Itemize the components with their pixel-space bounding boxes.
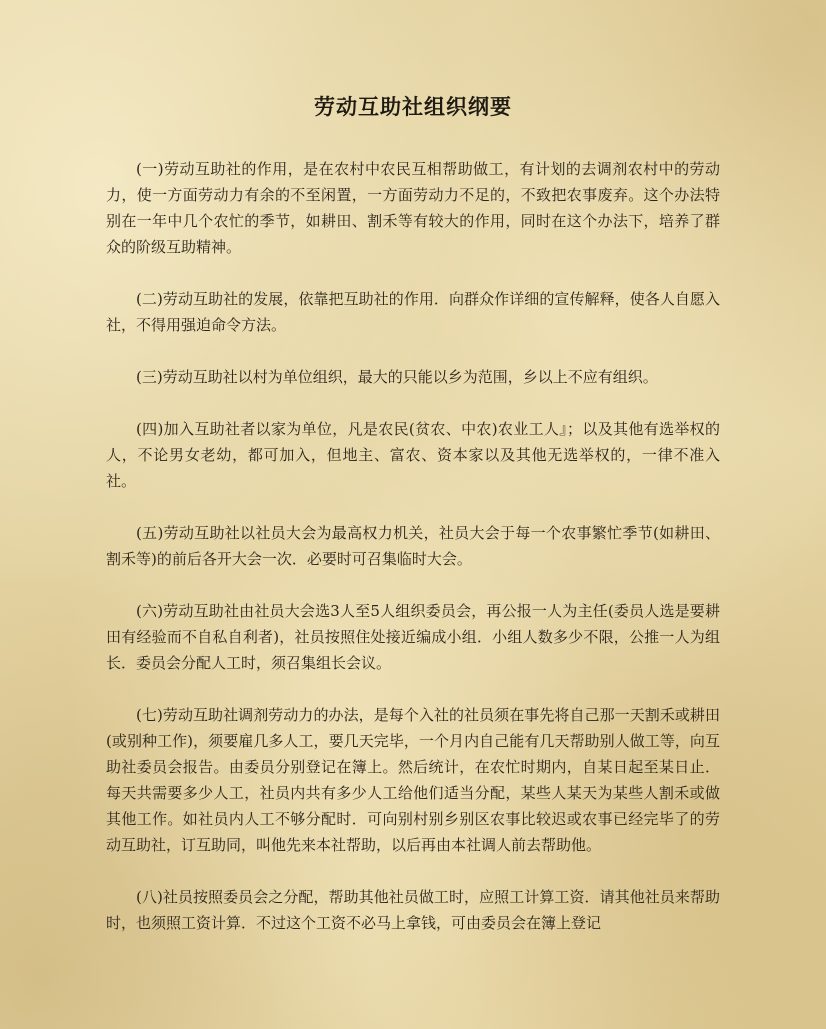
paragraph-7: (七)劳动互助社调剂劳动力的办法，是每个入社的社员须在事先将自己那一天割禾或耕田(或别种工作)，须要雇几多人工，要几天完毕，一个月内自己能有几天帮助别人做工等，向互助社委员会报告。由委员分别登记在簿上。然后统计，在农忙时期内，自某日起至某日止．每天共需要多少人工，社员内共有多少人工给他们适当分配，某些人某天为某些人割禾或做其他工作。如社员内人工不够分配时．可向别村别乡别区农事比较迟或农事已经完毕了的劳动互助社，订互助同，叫他先来本社帮助，以后再由本社调人前去帮助他。 (106, 706, 720, 854)
paragraph-2: (二)劳动互助社的发展，依靠把互助社的作用．向群众作详细的宣传解释，使各人自愿入社，不得用强迫命令方法。 (106, 290, 720, 334)
document-title: 劳动互助社组织纲要 (314, 95, 512, 119)
paragraph-4: (四)加入互助社者以家为单位，凡是农民(贫农、中农)农业工人』；以及其他有选举权的人，不论男女老幼，都可加入，但地主、富农、资本家以及其他无选举权的，一律不准入社。 (106, 420, 720, 490)
paragraph-5: (五)劳动互助社以社员大会为最高权力机关，社员大会于每一个农事繁忙季节(如耕田、割禾等)的前后各开大会一次．必要时可召集临时大会。 (106, 524, 720, 568)
document-body (106, 156, 720, 962)
paragraph-1: (一)劳动互助社的作用，是在农村中农民互相帮助做工，有计划的去调剂农村中的劳动力，使一方面劳动力有余的不至闲置，一方面劳动力不足的，不致把农事废弃。这个办法特别在一年中几个农忙的季节，如耕田、割禾等有较大的作用，同时在这个办法下，培养了群众的阶级互助精神。 (106, 160, 720, 256)
paragraph-3: (三)劳动互助社以村为单位组织，最大的只能以乡为范围，乡以上不应有组织。 (136, 368, 658, 386)
paragraph-6: (六)劳动互助社由社员大会选3人至5人组织委员会，再公报一人为主任(委员人选是要耕田有经验而不自私自利者)，社员按照住处接近编成小组．小组人数多少不限，公推一人为组长．委员会分配人工时，须召集组长会议。 (106, 602, 720, 672)
paragraph-8: (八)社员按照委员会之分配，帮助其他社员做工时，应照工计算工资．请其他社员来帮助时，也须照工资计算．不过这个工资不必马上拿钱，可由委员会在簿上登记 (106, 888, 720, 932)
